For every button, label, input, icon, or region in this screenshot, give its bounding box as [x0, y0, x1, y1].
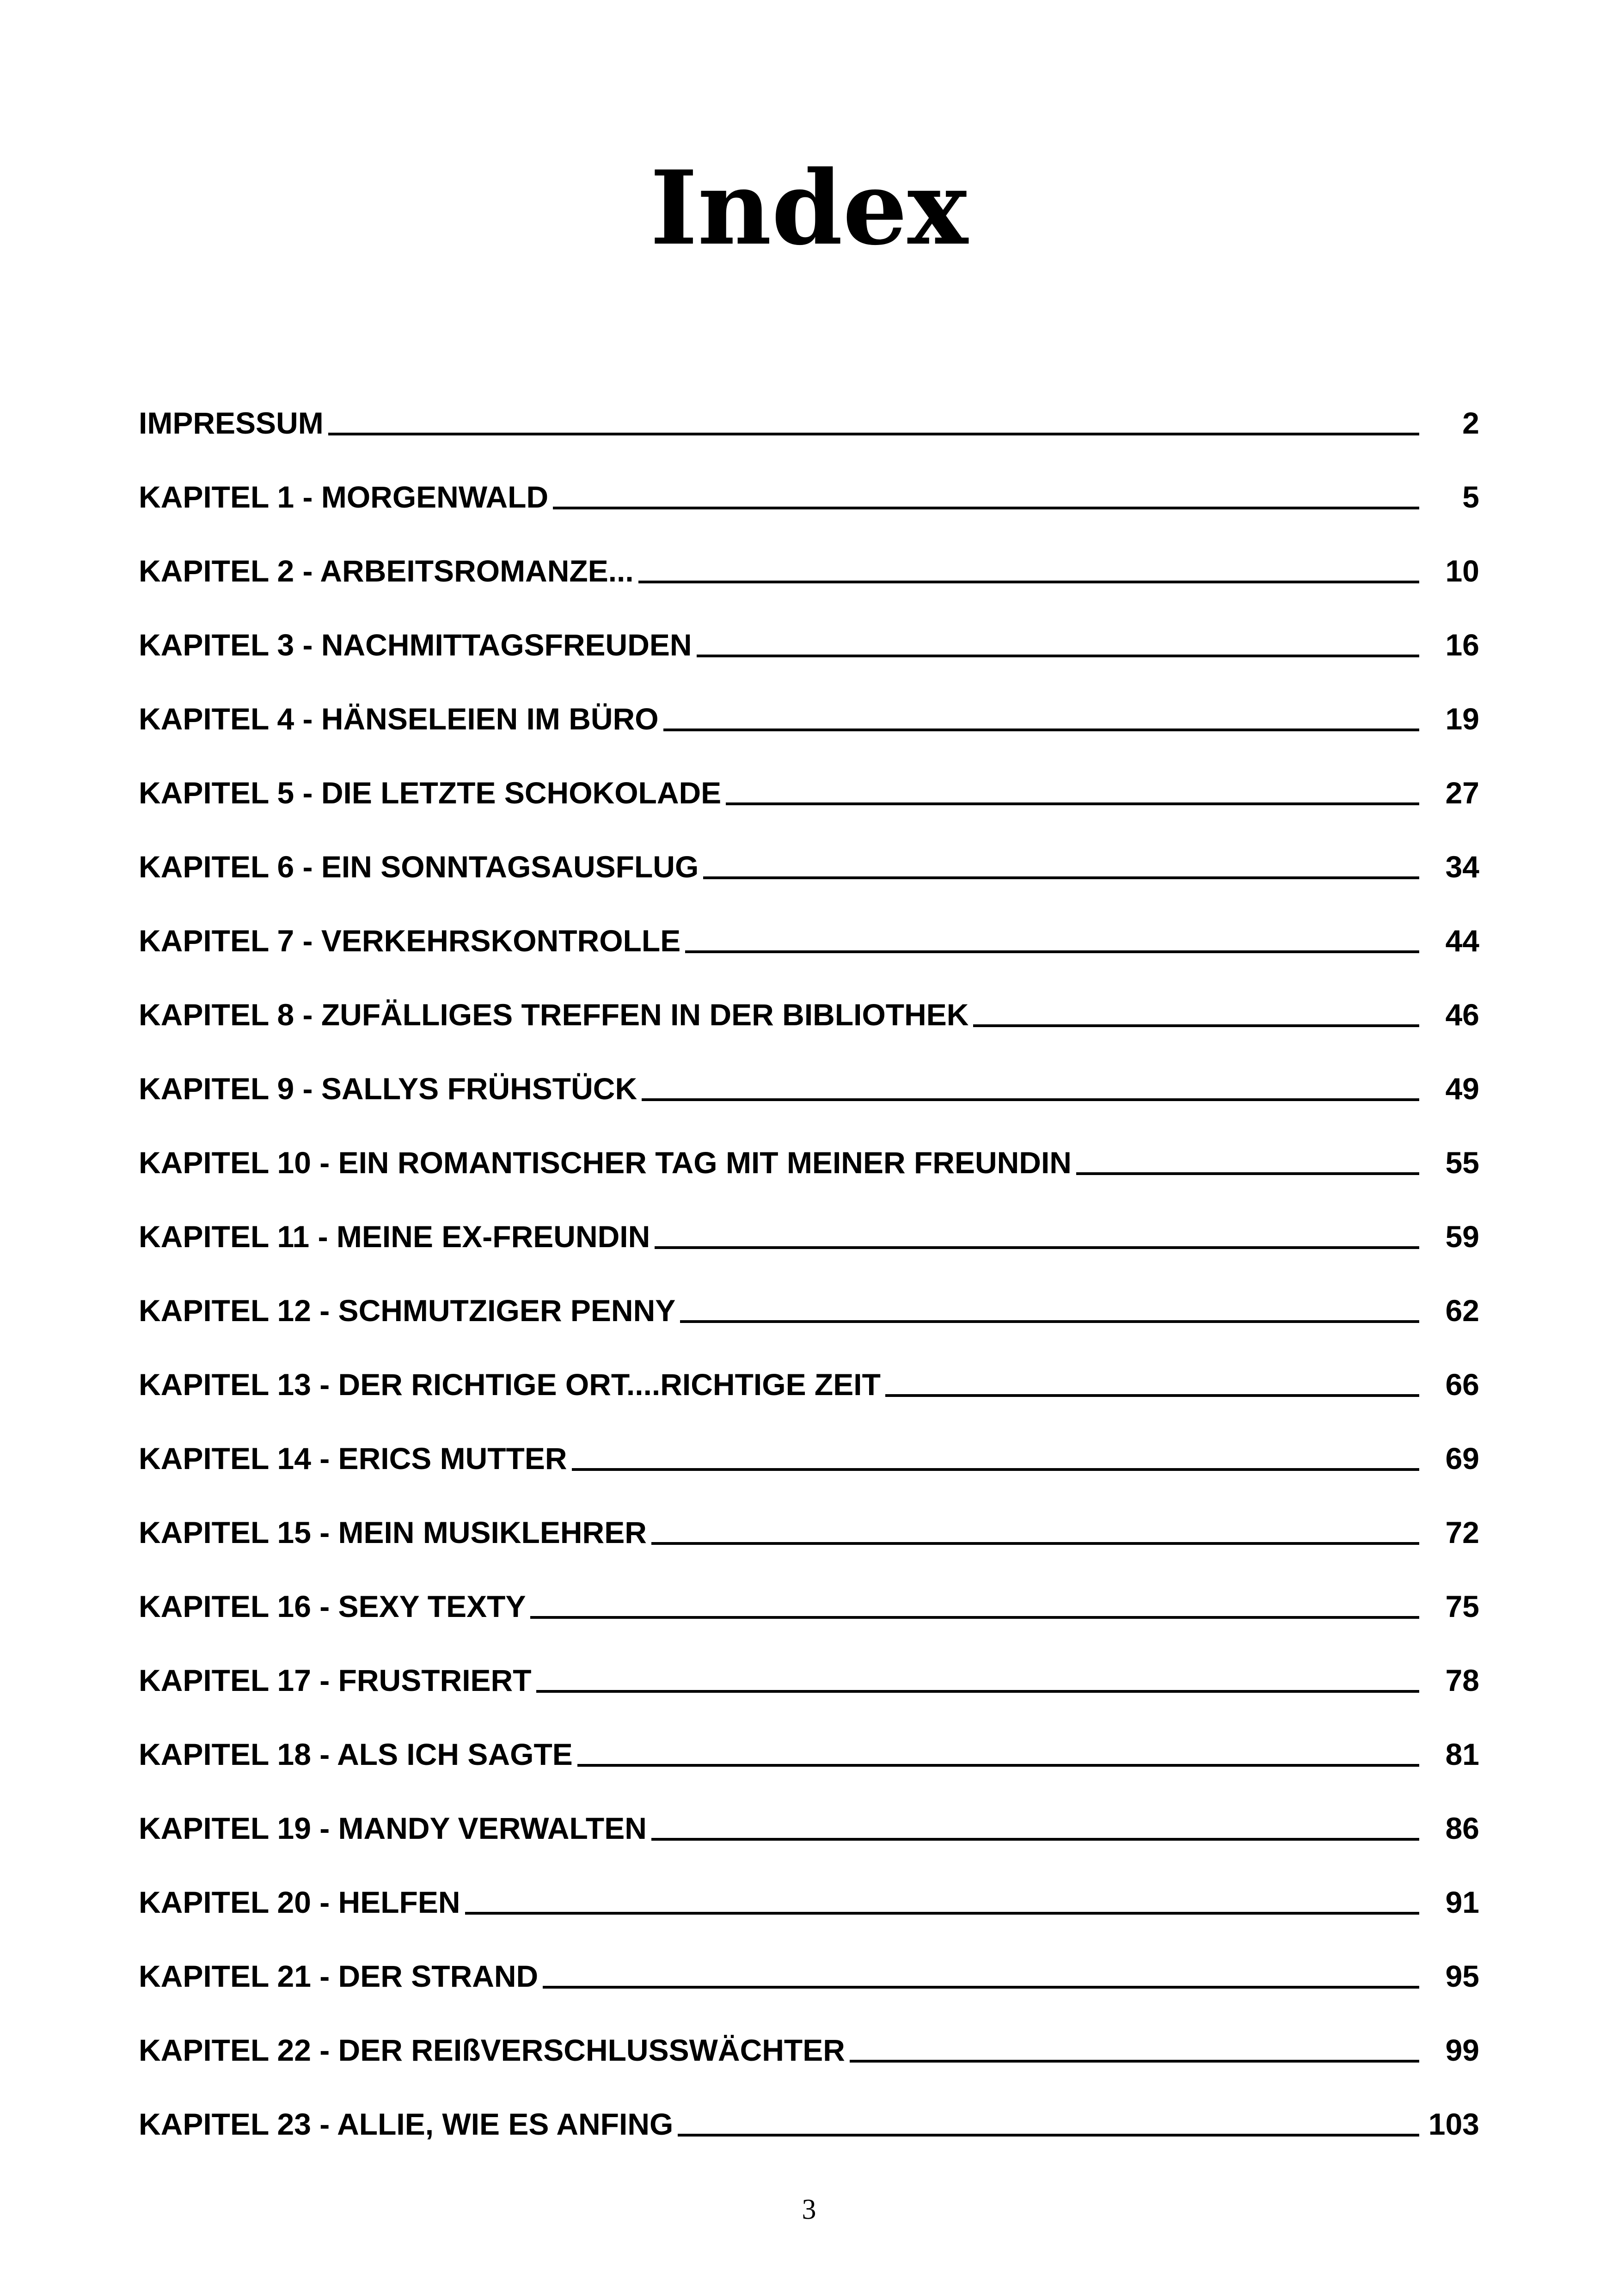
toc-entry[interactable] — [139, 1553, 1479, 1627]
toc-leader-line — [651, 1838, 1419, 1841]
toc-entry-label: KAPITEL 23 - ALLIE, WIE ES ANFING — [139, 2107, 674, 2141]
toc-leader-line — [655, 1246, 1419, 1249]
toc-entry[interactable] — [139, 2071, 1479, 2145]
toc-entry-label: KAPITEL 22 - DER REIßVERSCHLUSSWÄCHTER — [139, 2033, 845, 2067]
toc-leader-line — [703, 876, 1419, 879]
toc-entry[interactable] — [139, 370, 1479, 444]
toc-leader-line — [1076, 1172, 1419, 1175]
toc-entry-page: 16 — [1445, 628, 1479, 662]
toc-entry-page: 10 — [1445, 554, 1479, 588]
toc-leader-line — [465, 1912, 1419, 1915]
toc-leader-line — [973, 1024, 1419, 1027]
toc-entry-page: 91 — [1445, 1885, 1479, 1919]
toc-entry[interactable] — [139, 1701, 1479, 1775]
toc-entry-label: KAPITEL 3 - NACHMITTAGSFREUDEN — [139, 628, 692, 662]
toc-leader-line — [572, 1468, 1419, 1471]
toc-entry[interactable] — [139, 444, 1479, 518]
toc-entry-page: 49 — [1445, 1071, 1479, 1106]
toc-entry[interactable] — [139, 1775, 1479, 1849]
toc-entry-label: KAPITEL 16 - SEXY TEXTY — [139, 1589, 526, 1623]
toc-entry-page: 19 — [1445, 702, 1479, 736]
toc-entry-label: KAPITEL 7 - VERKEHRSKONTROLLE — [139, 924, 681, 958]
toc-entry-label: KAPITEL 15 - MEIN MUSIKLEHRER — [139, 1515, 647, 1549]
toc-entry-page: 44 — [1445, 924, 1479, 958]
toc-entry[interactable] — [139, 1479, 1479, 1553]
toc-leader-line — [577, 1764, 1419, 1767]
toc-entry-page: 62 — [1445, 1293, 1479, 1328]
toc-entry-label: KAPITEL 18 - ALS ICH SAGTE — [139, 1737, 573, 1771]
toc-entry[interactable] — [139, 1627, 1479, 1701]
toc-leader-line — [685, 950, 1419, 953]
toc-entry[interactable] — [139, 518, 1479, 592]
toc-entry-label: KAPITEL 14 - ERICS MUTTER — [139, 1441, 567, 1476]
toc-entry[interactable] — [139, 1331, 1479, 1405]
toc-leader-line — [680, 1320, 1419, 1323]
toc-entry-page: 2 — [1462, 406, 1479, 440]
toc-entry[interactable] — [139, 1405, 1479, 1479]
toc-entry[interactable] — [139, 1997, 1479, 2071]
toc-leader-line — [543, 1986, 1419, 1989]
toc-leader-line — [697, 655, 1419, 657]
toc-entry-page: 78 — [1445, 1663, 1479, 1697]
toc-entry-label: KAPITEL 4 - HÄNSELEIEN IM BÜRO — [139, 702, 659, 736]
toc-entry-label: KAPITEL 12 - SCHMUTZIGER PENNY — [139, 1293, 676, 1328]
toc-leader-line — [678, 2134, 1419, 2137]
toc-entry-page: 55 — [1445, 1145, 1479, 1180]
toc-entry-label: KAPITEL 17 - FRUSTRIERT — [139, 1663, 532, 1697]
page-number: 3 — [802, 2194, 816, 2225]
toc-entry-label: KAPITEL 1 - MORGENWALD — [139, 480, 549, 514]
toc-leader-line — [885, 1394, 1419, 1397]
toc-entry[interactable] — [139, 888, 1479, 961]
toc-leader-line — [553, 507, 1419, 509]
toc-entry[interactable] — [139, 1923, 1479, 1997]
toc-entry-page: 81 — [1445, 1737, 1479, 1771]
toc-entry-page: 95 — [1445, 1959, 1479, 1993]
toc-entry-page: 34 — [1445, 850, 1479, 884]
toc-entry[interactable] — [139, 666, 1479, 740]
toc-entry-label: KAPITEL 11 - MEINE EX-FREUNDIN — [139, 1219, 650, 1254]
page-title: Index — [650, 148, 968, 268]
toc-entry[interactable] — [139, 1183, 1479, 1257]
toc-entry[interactable] — [139, 1035, 1479, 1109]
toc-entry-label: KAPITEL 5 - DIE LETZTE SCHOKOLADE — [139, 776, 722, 810]
toc-entry-label: KAPITEL 13 - DER RICHTIGE ORT....RICHTIGE ZEIT — [139, 1367, 881, 1402]
toc-entry-label: IMPRESSUM — [139, 406, 324, 440]
toc-entry-page: 103 — [1428, 2107, 1479, 2141]
toc-entry-page: 5 — [1462, 480, 1479, 514]
toc-entry[interactable] — [139, 740, 1479, 814]
toc-entry-page: 86 — [1445, 1811, 1479, 1845]
toc-entry-page: 66 — [1445, 1367, 1479, 1402]
table-of-contents — [139, 370, 1479, 2145]
toc-entry-label: KAPITEL 10 - EIN ROMANTISCHER TAG MIT MEINER FREUNDIN — [139, 1145, 1072, 1180]
toc-entry-label: KAPITEL 6 - EIN SONNTAGSAUSFLUG — [139, 850, 699, 884]
toc-entry-page: 27 — [1445, 776, 1479, 810]
toc-entry[interactable] — [139, 1257, 1479, 1331]
toc-leader-line — [536, 1690, 1419, 1693]
toc-leader-line — [651, 1542, 1419, 1545]
toc-leader-line — [328, 433, 1419, 435]
toc-entry[interactable] — [139, 814, 1479, 888]
toc-entry-label: KAPITEL 19 - MANDY VERWALTEN — [139, 1811, 647, 1845]
toc-entry[interactable] — [139, 592, 1479, 666]
toc-entry-page: 72 — [1445, 1515, 1479, 1549]
toc-leader-line — [726, 802, 1419, 805]
toc-leader-line — [663, 729, 1419, 731]
toc-leader-line — [530, 1616, 1419, 1619]
toc-entry-label: KAPITEL 20 - HELFEN — [139, 1885, 460, 1919]
toc-entry-page: 46 — [1445, 998, 1479, 1032]
toc-entry-page: 69 — [1445, 1441, 1479, 1476]
toc-leader-line — [638, 581, 1419, 583]
toc-entry-label: KAPITEL 21 - DER STRAND — [139, 1959, 539, 1993]
toc-entry-page: 75 — [1445, 1589, 1479, 1623]
toc-leader-line — [642, 1098, 1419, 1101]
toc-entry-label: KAPITEL 8 - ZUFÄLLIGES TREFFEN IN DER BIBLIOTHEK — [139, 998, 969, 1032]
toc-entry[interactable] — [139, 1109, 1479, 1183]
toc-leader-line — [850, 2060, 1419, 2063]
toc-entry-label: KAPITEL 9 - SALLYS FRÜHSTÜCK — [139, 1071, 637, 1106]
toc-entry-page: 59 — [1445, 1219, 1479, 1254]
toc-entry-page: 99 — [1445, 2033, 1479, 2067]
toc-entry[interactable] — [139, 1849, 1479, 1923]
toc-entry-label: KAPITEL 2 - ARBEITSROMANZE... — [139, 554, 634, 588]
toc-entry[interactable] — [139, 961, 1479, 1035]
